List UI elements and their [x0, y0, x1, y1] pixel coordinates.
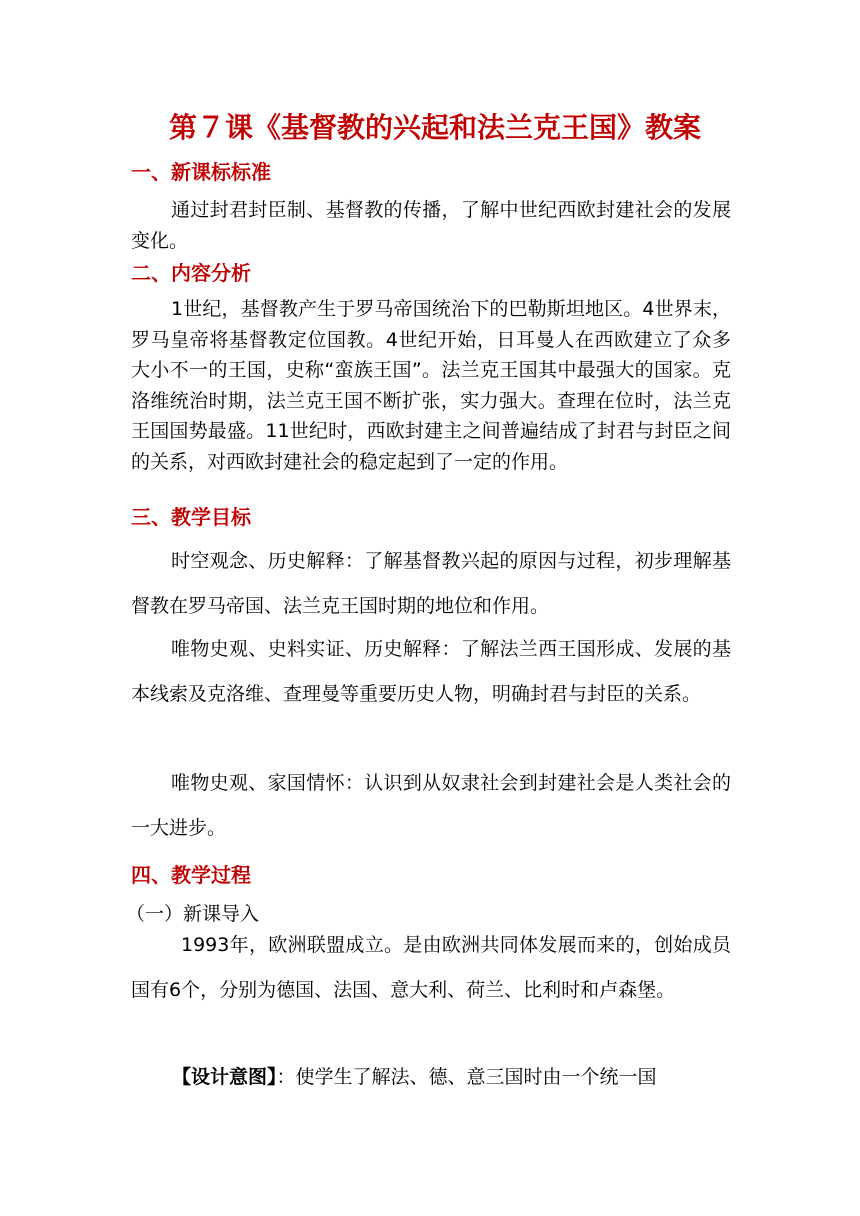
section-heading-teaching-goals: 三、教学目标 [131, 505, 251, 529]
design-intent-text: ：使学生了解法、德、意三国时由一个统一国 [276, 1066, 657, 1088]
teaching-goal-2: 唯物史观、史料实证、历史解释：了解法兰西王国形成、发展的基本线索及克洛维、查理曼等重要历史人物，明确封君与封臣的关系。 [131, 638, 731, 705]
section-heading-teaching-process: 四、教学过程 [131, 863, 251, 887]
lesson-intro-text: 1993年，欧洲联盟成立。是由欧洲共同体发展而来的，创始成员国有6个，分别为德国、法国、意大利、荷兰、比利时和卢森堡。 [131, 934, 731, 1001]
document-title: 第７课《基督教的兴起和法兰克王国》教案 [168, 111, 701, 144]
section-heading-content-analysis: 二、内容分析 [131, 261, 251, 285]
teaching-goal-1: 时空观念、历史解释：了解基督教兴起的原因与过程，初步理解基督教在罗马帝国、法兰克王国时期的地位和作用。 [131, 550, 731, 617]
curriculum-standard-text: 通过封君封臣制、基督教的传播，了解中世纪西欧封建社会的发展变化。 [131, 199, 731, 252]
teaching-goal-3: 唯物史观、家国情怀：认识到从奴隶社会到封建社会是人类社会的一大进步。 [131, 772, 731, 839]
subheading-lesson-intro: （一）新课导入 [126, 903, 260, 925]
section-heading-curriculum-standard: 一、新课标标准 [131, 160, 271, 184]
design-intent-label: 【设计意图】 [172, 1066, 277, 1088]
content-analysis-text: 1世纪，基督教产生于罗马帝国统治下的巴勒斯坦地区。4世界末，罗马皇帝将基督教定位国教。4世纪开始，日耳曼人在西欧建立了众多大小不一的王国，史称“蛮族王国”。法兰克王国其中最强大的国家。克洛维统治时期，法兰克王国不断扩张，实力强大。查理在位时，法兰克王国国势最盛。11世纪时，西欧封建主之间普遍结成了封君与封臣之间的关系，对西欧封建社会的稳定起到了一定的作用。 [131, 298, 731, 473]
design-intent-paragraph [125, 1055, 731, 1100]
